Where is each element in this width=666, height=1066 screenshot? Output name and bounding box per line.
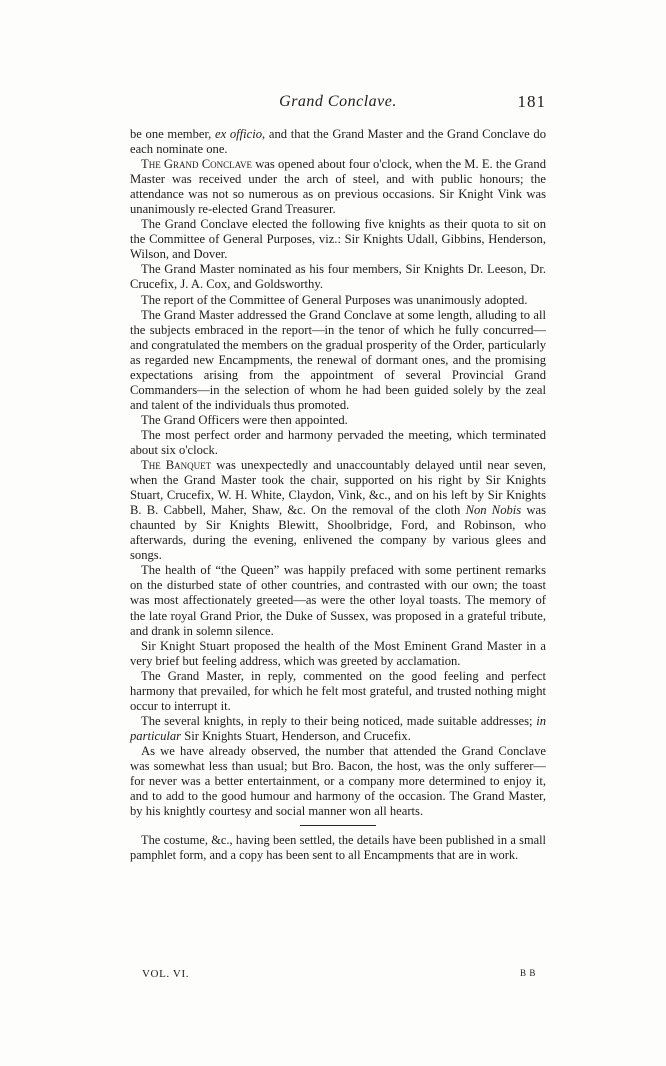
body-text [130,127,546,863]
text-run: The most perfect order and harmony pervaded the meeting, which terminated about six o'clock. [130,427,546,457]
text-run: , and that the Grand Master and the Grand Conclave do each nominate one. [130,127,546,157]
paragraph [130,127,546,157]
paragraph [130,308,546,413]
paragraph [130,413,546,428]
text-run: The several knights, in reply to their being noticed, made suitable addresses; [141,713,537,728]
text-run: was unexpectedly and unaccountably delayed until near seven, when the Grand Master took the chair, supported on his right by Sir Knights Stuart, Crucefix, W. H. White, Claydon, Vink, &c., and on his left by Sir Knights B. B. Cabbell, Maher, Shaw, &c. On the removal of the cloth [130,458,547,518]
paragraph [130,217,546,262]
paragraph [130,563,546,638]
paragraph [130,293,546,308]
page-number: 181 [517,92,546,111]
text-run: The Grand Master nominated as his four members, Sir Knights Dr. Leeson, Dr. Crucefix, J. A. Cox, and Goldsworthy. [130,262,546,292]
paragraph [130,669,546,714]
paragraph-lead-smallcaps: The Banquet [141,458,212,473]
italic-phrase: in particular [130,713,546,743]
paragraph [130,157,546,217]
text-run: Sir Knights Stuart, Henderson, and Crucefix. [181,728,411,743]
text-run: The Grand Master addressed the Grand Conclave at some length, alluding to all the subjects embraced in the report—in the tenor of which he fully concurred—and congratulated the members on the gradual prosperity of the Order, particularly as regarded new Encampments, the renewal of dormant ones, and the promising expectations arising from the appointment of several Provincial Grand Commanders—in the selection of whom he had been guided solely by the zeal and talent of the individuals thus promoted. [130,307,546,412]
italic-phrase: Non Nobis [465,503,522,518]
text-run: The Grand Master, in reply, commented on the good feeling and perfect harmony that prevailed, for which he felt most grateful, and trusted nothing might occur to interrupt it. [130,668,546,713]
footnote-text: The costume, &c., having been settled, the details have been published in a small pamphlet form, and a copy has been sent to all Encampments that are in work. [130,833,546,863]
footnote [130,833,546,863]
text-run: The health of “the Queen” was happily prefaced with some pertinent remarks on the disturbed state of other countries, and contrasted with our own; the toast was most affectionately greeted—as were the other loyal toasts. The memory of the late royal Grand Prior, the Duke of Sussex, was proposed in a grateful tribute, and drank in solemn silence. [130,563,546,638]
page-header [130,93,546,115]
text-run: was chaunted by Sir Knights Blewitt, Shoolbridge, Ford, and Robinson, who afterwards, during the evening, enlivened the company by various glees and songs. [130,503,547,563]
text-run: be one member, [130,127,215,141]
paragraph [130,458,546,563]
paragraph-list [130,127,546,819]
page-footer [142,968,542,982]
text-run: The Grand Conclave elected the following five knights as their quota to sit on the Committee of General Purposes, viz.: Sir Knights Udall, Gibbins, Henderson, Wilson, and Dover. [130,217,546,262]
text-run: was opened about four o'clock, when the M. E. the Grand Master was received under the arch of steel, and with public honours; the attendance was not so numerous as on previous occasions. Sir Knight Vink was unanimously re-elected Grand Treasurer. [130,157,546,217]
paragraph [130,262,546,292]
paragraph [130,744,546,819]
paragraph [130,428,546,458]
italic-phrase: ex officio [215,127,263,141]
running-head: Grand Conclave. [279,93,397,110]
paragraph [130,639,546,669]
text-run: Sir Knight Stuart proposed the health of the Most Eminent Grand Master in a very brief but feeling address, which was greeted by acclamation. [130,638,546,668]
signature-mark: B B [519,968,536,978]
paragraph [130,714,546,744]
footnote-rule [300,825,376,826]
text-run: The Grand Officers were then appointed. [141,412,348,427]
text-run: As we have already observed, the number that attended the Grand Conclave was somewhat less than usual; but Bro. Bacon, the host, was the only sufferer—for never was a better entertainment, or a company more determined to enjoy it, and to add to the good humour and harmony of the occasion. The Grand Master, by his knightly courtesy and social manner won all hearts. [130,743,546,819]
text-run: The report of the Committee of General Purposes was unanimously adopted. [141,292,528,307]
volume-label: VOL. VI. [142,968,190,980]
paragraph-lead-smallcaps: The Grand Conclave [141,157,252,172]
